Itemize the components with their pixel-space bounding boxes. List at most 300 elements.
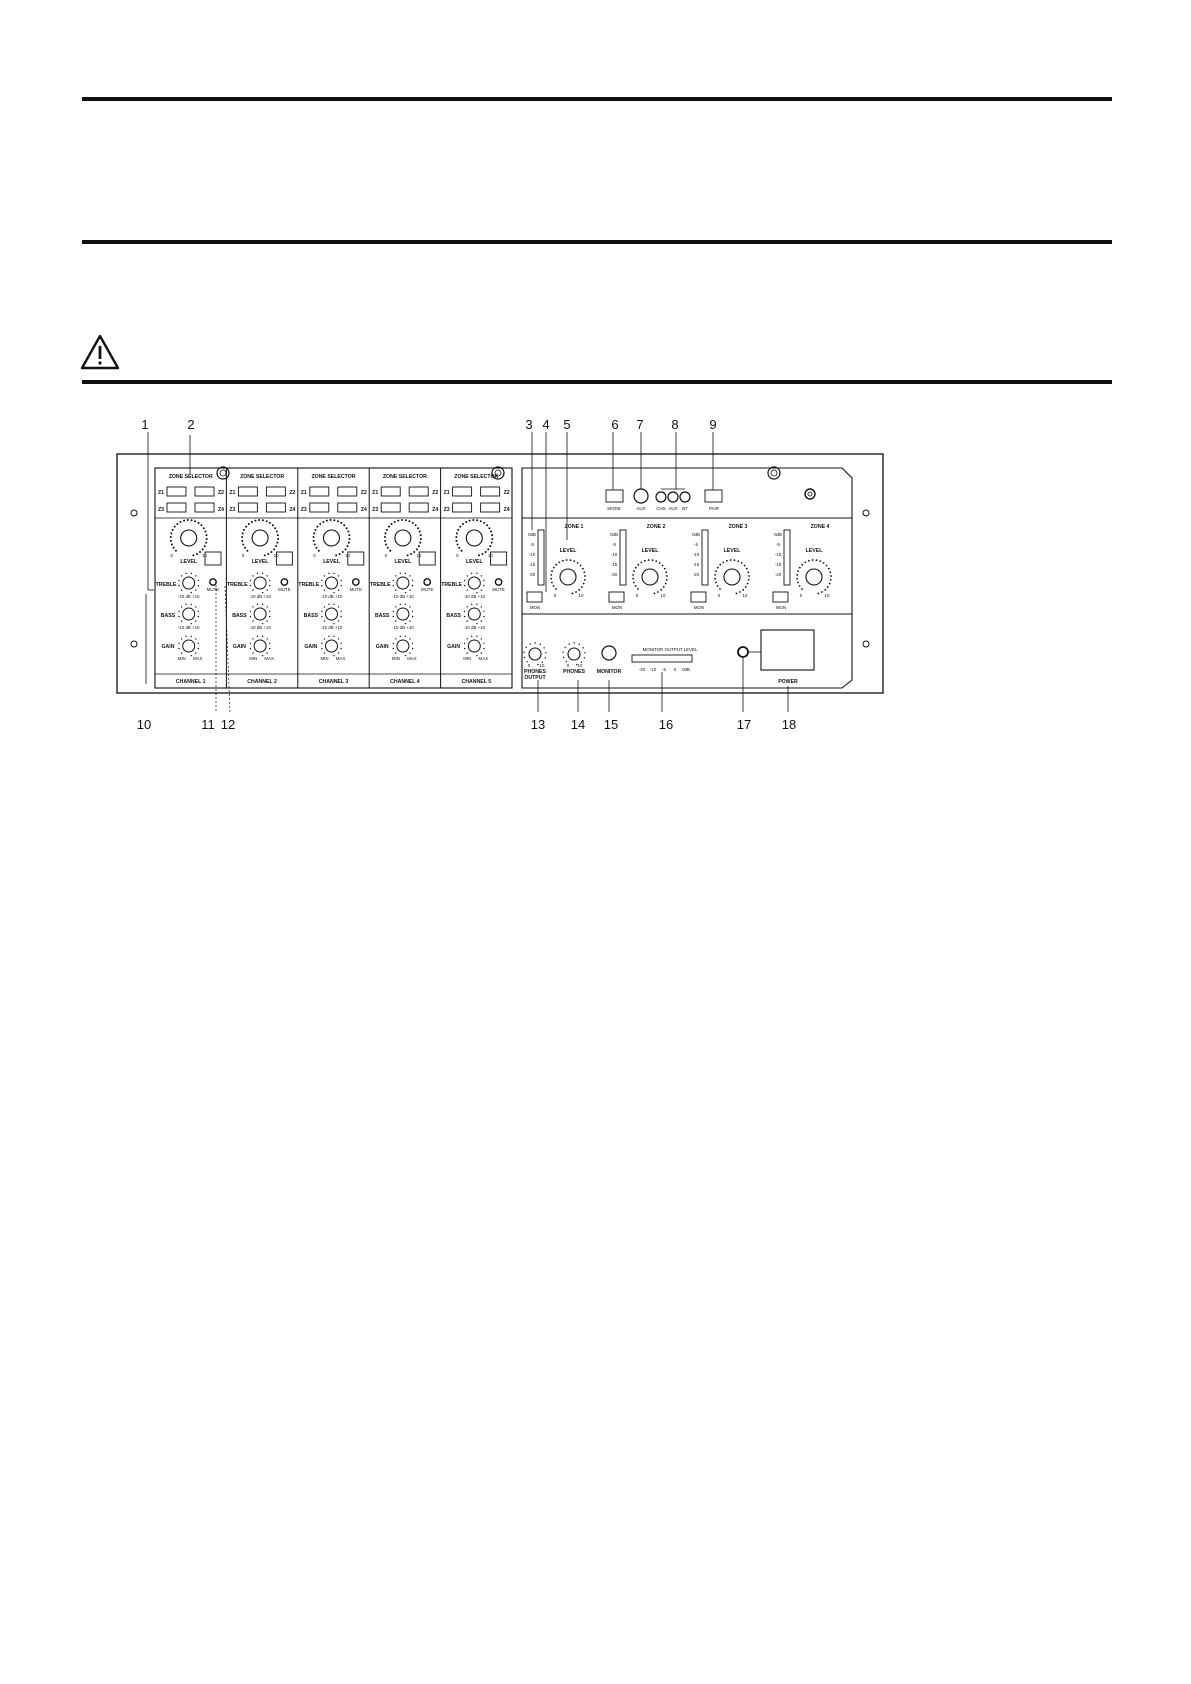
callout-number: 13 bbox=[530, 717, 546, 732]
zone-button-label: Z3 bbox=[372, 507, 379, 513]
gain-label: GAIN bbox=[161, 644, 175, 650]
level-scale-dot bbox=[176, 523, 178, 525]
bass-knob bbox=[397, 608, 409, 620]
zone-level-scale-dot bbox=[664, 568, 666, 570]
bass-scale-dot bbox=[393, 611, 394, 612]
level-scale-dot bbox=[315, 547, 317, 549]
monitor-output-meter bbox=[632, 655, 692, 662]
zone-level-scale-dot bbox=[575, 591, 577, 593]
level-scale-dot bbox=[348, 538, 350, 540]
gain-knob bbox=[183, 640, 195, 652]
callout-number: 11 bbox=[201, 717, 215, 732]
phones-scale-dot bbox=[582, 647, 583, 648]
treble-scale-dot bbox=[195, 589, 196, 590]
zone-level-scale-dot bbox=[824, 589, 826, 591]
zone-level-scale-dot bbox=[799, 585, 801, 587]
level-scale-dot bbox=[480, 520, 482, 522]
gain-label: GAIN bbox=[232, 644, 246, 650]
level-scale-dot bbox=[413, 551, 415, 553]
treble-scale-dot bbox=[340, 585, 341, 586]
bass-scale-dot bbox=[412, 616, 413, 617]
zone-button bbox=[195, 487, 214, 496]
level-scale-dot bbox=[456, 540, 458, 542]
gain-scale-dot bbox=[483, 643, 484, 644]
level-scale-dot bbox=[389, 550, 391, 552]
level-scale-dot bbox=[242, 532, 244, 534]
gain-scale-dot bbox=[471, 636, 472, 637]
gain-scale-dot bbox=[464, 648, 465, 649]
bass-scale-dot bbox=[195, 620, 196, 621]
zone-button-label: Z3 bbox=[157, 507, 165, 513]
meter-scale-label: -10 bbox=[692, 552, 700, 557]
level-scale-dot bbox=[242, 543, 244, 545]
zone-level-min-label: 0 bbox=[717, 593, 721, 598]
zone-button-label: Z1 bbox=[300, 490, 307, 496]
zone-level-label: LEVEL bbox=[805, 548, 823, 554]
level-max-label: 10 bbox=[345, 553, 350, 558]
mute-led bbox=[281, 579, 287, 585]
gain-scale-dot bbox=[333, 636, 334, 637]
zone-button bbox=[238, 487, 257, 496]
zone-level-scale-dot bbox=[744, 565, 746, 567]
level-scale-dot bbox=[270, 551, 272, 553]
level-scale-dot bbox=[330, 519, 332, 521]
mon-button bbox=[773, 592, 788, 602]
mute-led bbox=[495, 579, 501, 585]
gain-scale-dot bbox=[338, 638, 339, 639]
bass-scale-dot bbox=[405, 604, 406, 605]
zone-level-scale-dot bbox=[584, 579, 586, 581]
treble-scale-dot bbox=[262, 573, 263, 574]
level-scale-dot bbox=[348, 542, 350, 544]
level-scale-dot bbox=[277, 538, 279, 540]
level-scale-dot bbox=[456, 532, 458, 534]
monitor-scale-label: 0 bbox=[673, 667, 677, 672]
treble-scale-dot bbox=[181, 575, 182, 576]
level-scale-dot bbox=[192, 554, 194, 556]
bass-knob bbox=[254, 608, 266, 620]
treble-scale-label: -10 dB +10 bbox=[320, 594, 343, 599]
treble-scale-dot bbox=[481, 589, 482, 590]
treble-scale-dot bbox=[483, 585, 484, 586]
phones-output-max-label: 10 bbox=[539, 663, 545, 668]
gain-knob bbox=[254, 640, 266, 652]
treble-scale-dot bbox=[252, 575, 253, 576]
treble-scale-dot bbox=[266, 575, 267, 576]
mode-label: MODE bbox=[607, 506, 621, 511]
treble-scale-dot bbox=[476, 573, 477, 574]
level-min-label: 0 bbox=[241, 553, 245, 558]
phones-scale-dot bbox=[568, 643, 569, 644]
zone-level-scale-dot bbox=[819, 560, 821, 562]
level-scale-dot bbox=[205, 531, 207, 533]
gain-scale-dot bbox=[191, 636, 192, 637]
treble-scale-dot bbox=[321, 580, 322, 581]
treble-scale-dot bbox=[195, 575, 196, 576]
source-chs-label: CHS bbox=[656, 506, 666, 511]
zone-name-label: ZONE 2 bbox=[646, 524, 666, 530]
phones-label: PHONES bbox=[563, 669, 585, 675]
meter-scale-label: -20 bbox=[692, 572, 700, 577]
gain-scale-dot bbox=[395, 638, 396, 639]
level-scale-dot bbox=[384, 536, 386, 538]
zone-level-label: LEVEL bbox=[641, 548, 659, 554]
zone-button-label: Z3 bbox=[229, 507, 236, 513]
treble-scale-dot bbox=[409, 575, 410, 576]
zone-level-scale-dot bbox=[796, 574, 798, 576]
bass-scale-dot bbox=[250, 611, 251, 612]
level-scale-dot bbox=[241, 536, 243, 538]
zone-button-label: Z2 bbox=[432, 490, 439, 496]
level-knob bbox=[395, 530, 411, 546]
level-scale-dot bbox=[340, 522, 342, 524]
gain-scale-dot bbox=[393, 648, 394, 649]
bass-scale-dot bbox=[198, 616, 199, 617]
level-scale-dot bbox=[405, 519, 407, 521]
level-max-label: 10 bbox=[202, 553, 208, 558]
gain-scale-dot bbox=[476, 655, 477, 656]
zone-level-scale-dot bbox=[633, 582, 635, 584]
bass-scale-dot bbox=[471, 604, 472, 605]
bass-label: BASS bbox=[232, 613, 247, 619]
meter-scale-label: -15 bbox=[528, 562, 536, 567]
screw-icon bbox=[768, 467, 780, 479]
mon-button bbox=[691, 592, 706, 602]
phones-output-scale-dot bbox=[537, 664, 538, 665]
level-scale-dot bbox=[391, 523, 393, 525]
zone-level-scale-dot bbox=[796, 578, 798, 580]
zone-level-scale-dot bbox=[714, 574, 716, 576]
zone-button bbox=[453, 503, 472, 512]
treble-scale-dot bbox=[412, 580, 413, 581]
zone-selector-label: ZONE SELECTOR bbox=[168, 474, 213, 480]
gain-scale-dot bbox=[324, 638, 325, 639]
gain-scale-dot bbox=[467, 652, 468, 653]
gain-scale-dot bbox=[252, 652, 253, 653]
gain-scale-dot bbox=[409, 652, 410, 653]
gain-max-label: MAX bbox=[192, 656, 203, 661]
phones-output-scale-dot bbox=[524, 657, 525, 658]
bass-label: BASS bbox=[160, 613, 176, 619]
level-scale-dot bbox=[419, 531, 421, 533]
zone-level-scale-dot bbox=[571, 593, 573, 595]
bass-scale-dot bbox=[178, 616, 179, 617]
level-min-label: 0 bbox=[170, 553, 173, 558]
gain-scale-dot bbox=[252, 638, 253, 639]
level-scale-dot bbox=[277, 534, 279, 536]
level-scale-dot bbox=[246, 550, 248, 552]
level-scale-dot bbox=[174, 526, 176, 528]
gain-scale-dot bbox=[476, 636, 477, 637]
zone-button-label: Z4 bbox=[360, 507, 367, 513]
treble-scale-dot bbox=[185, 573, 186, 574]
treble-scale-dot bbox=[409, 589, 410, 590]
zone-selector-label: ZONE SELECTOR bbox=[382, 474, 427, 480]
level-scale-dot bbox=[318, 550, 320, 552]
bass-scale-dot bbox=[464, 616, 465, 617]
bass-scale-label: -10 dB +10 bbox=[177, 625, 200, 630]
bass-knob bbox=[468, 608, 480, 620]
level-scale-dot bbox=[384, 540, 386, 542]
phones-output-knob bbox=[529, 648, 541, 660]
treble-scale-dot bbox=[412, 585, 413, 586]
gain-scale-dot bbox=[178, 648, 179, 649]
meter-scale-label: -20 bbox=[610, 572, 618, 577]
bass-scale-dot bbox=[338, 620, 339, 621]
gain-scale-dot bbox=[257, 636, 258, 637]
level-meter bbox=[784, 530, 790, 585]
zone-level-scale-dot bbox=[665, 571, 667, 573]
rack-hole bbox=[863, 510, 869, 516]
gain-max-label: MAX bbox=[407, 656, 417, 661]
meter-scale-label: -10 bbox=[774, 552, 782, 557]
input-jack bbox=[805, 489, 815, 499]
gain-scale-dot bbox=[409, 638, 410, 639]
zone-level-scale-dot bbox=[812, 559, 814, 561]
source-bt-label: BT bbox=[682, 506, 688, 511]
level-scale-dot bbox=[276, 542, 278, 544]
zone-level-scale-dot bbox=[830, 579, 832, 581]
level-scale-dot bbox=[491, 534, 493, 536]
power-label: POWER bbox=[778, 679, 798, 685]
level-scale-dot bbox=[491, 542, 493, 544]
level-knob bbox=[252, 530, 268, 546]
zone-level-min-label: 0 bbox=[553, 593, 557, 598]
phones-max-label: 10 bbox=[577, 663, 583, 668]
treble-knob bbox=[397, 577, 409, 589]
meter-scale-label: -10 bbox=[528, 552, 536, 557]
mute-label: MUTE bbox=[206, 587, 220, 592]
callout-number: 10 bbox=[136, 717, 152, 732]
treble-scale-dot bbox=[198, 585, 199, 586]
mute-button bbox=[273, 552, 292, 565]
level-scale-dot bbox=[248, 523, 250, 525]
meter-scale-label: -5 bbox=[776, 542, 780, 547]
treble-scale-dot bbox=[467, 575, 468, 576]
level-scale-dot bbox=[170, 540, 172, 542]
treble-scale-dot bbox=[467, 589, 468, 590]
zone-button-label: Z4 bbox=[503, 507, 510, 513]
bass-scale-dot bbox=[321, 616, 322, 617]
zone-level-scale-dot bbox=[829, 571, 831, 573]
gain-scale-dot bbox=[340, 643, 341, 644]
level-scale-dot bbox=[407, 554, 409, 556]
bass-scale-dot bbox=[483, 611, 484, 612]
screw-icon bbox=[217, 467, 229, 479]
gain-scale-dot bbox=[266, 638, 267, 639]
meter-scale-label: 0dB bbox=[774, 532, 782, 537]
zone-level-label: LEVEL bbox=[723, 548, 741, 554]
gain-scale-dot bbox=[412, 648, 413, 649]
zone-level-scale-dot bbox=[719, 588, 721, 590]
zone-level-scale-dot bbox=[655, 560, 657, 562]
source-led-chs bbox=[656, 492, 666, 502]
level-label: LEVEL bbox=[180, 559, 198, 565]
zone-button-label: Z2 bbox=[360, 490, 367, 496]
gain-min-label: MIN bbox=[320, 656, 329, 661]
zone-level-scale-dot bbox=[665, 583, 667, 585]
callout-number: 14 bbox=[570, 717, 586, 732]
zone-level-scale-dot bbox=[797, 582, 799, 584]
zone-level-scale-dot bbox=[828, 568, 830, 570]
phones-scale-dot bbox=[579, 644, 580, 645]
level-scale-dot bbox=[254, 520, 256, 522]
level-scale-dot bbox=[333, 519, 335, 521]
gain-scale-dot bbox=[262, 636, 263, 637]
meter-scale-label: -15 bbox=[692, 562, 700, 567]
level-scale-dot bbox=[200, 524, 202, 526]
phones-scale-dot bbox=[574, 642, 575, 643]
zone-level-scale-dot bbox=[717, 567, 719, 569]
gain-scale-dot bbox=[405, 655, 406, 656]
callout-number: 12 bbox=[220, 717, 236, 732]
gain-scale-dot bbox=[250, 648, 251, 649]
gain-scale-dot bbox=[400, 636, 401, 637]
channel-name-label: CHANNEL 2 bbox=[247, 679, 277, 685]
bass-scale-dot bbox=[395, 606, 396, 607]
level-scale-dot bbox=[264, 554, 266, 556]
zone-level-scale-dot bbox=[550, 574, 552, 576]
level-scale-dot bbox=[251, 521, 253, 523]
gain-scale-dot bbox=[405, 636, 406, 637]
zone-level-scale-dot bbox=[583, 583, 585, 585]
zone-level-scale-dot bbox=[657, 591, 659, 593]
phones-output-scale-dot bbox=[525, 647, 526, 648]
zone-level-scale-dot bbox=[558, 561, 560, 563]
level-scale-dot bbox=[203, 527, 205, 529]
meter-scale-label: -15 bbox=[774, 562, 782, 567]
callout-number: 9 bbox=[709, 417, 717, 432]
bass-scale-dot bbox=[195, 606, 196, 607]
bass-scale-dot bbox=[324, 606, 325, 607]
bass-scale-dot bbox=[321, 611, 322, 612]
level-scale-dot bbox=[191, 519, 193, 521]
level-scale-dot bbox=[420, 534, 422, 536]
level-scale-dot bbox=[269, 522, 271, 524]
level-scale-dot bbox=[314, 529, 316, 531]
bass-scale-dot bbox=[257, 604, 258, 605]
level-scale-dot bbox=[205, 534, 207, 536]
phones-output-min-label: 0 bbox=[527, 663, 531, 668]
zone-level-scale-dot bbox=[632, 574, 634, 576]
level-scale-dot bbox=[385, 532, 387, 534]
gain-scale-dot bbox=[464, 643, 465, 644]
level-knob bbox=[324, 530, 340, 546]
treble-knob bbox=[326, 577, 338, 589]
zone-level-scale-dot bbox=[584, 575, 586, 577]
callout-number: 5 bbox=[563, 417, 571, 432]
level-scale-dot bbox=[472, 519, 474, 521]
zone-level-scale-dot bbox=[801, 588, 803, 590]
gain-scale-dot bbox=[340, 648, 341, 649]
zone-level-scale-dot bbox=[799, 567, 801, 569]
gain-scale-dot bbox=[328, 636, 329, 637]
callout-number: 15 bbox=[603, 717, 619, 732]
treble-scale-dot bbox=[250, 585, 251, 586]
gain-min-label: MIN bbox=[249, 656, 258, 661]
zone-level-scale-dot bbox=[662, 565, 664, 567]
level-scale-dot bbox=[343, 524, 345, 526]
zone-level-scale-dot bbox=[742, 589, 744, 591]
zone-level-scale-dot bbox=[633, 570, 635, 572]
level-scale-dot bbox=[418, 545, 420, 547]
channel-name-label: CHANNEL 4 bbox=[390, 679, 420, 685]
zone-level-scale-dot bbox=[632, 578, 634, 580]
level-scale-dot bbox=[458, 547, 460, 549]
treble-scale-label: -10 dB +10 bbox=[392, 594, 414, 599]
meter-scale-label: 0dB bbox=[692, 532, 700, 537]
zone-level-knob bbox=[642, 569, 658, 585]
level-min-label: 0 bbox=[456, 553, 459, 558]
zone-level-scale-dot bbox=[737, 560, 739, 562]
level-scale-dot bbox=[273, 548, 275, 550]
treble-scale-dot bbox=[191, 573, 192, 574]
zone-level-scale-dot bbox=[823, 562, 825, 564]
level-scale-dot bbox=[335, 554, 337, 556]
treble-scale-dot bbox=[483, 580, 484, 581]
level-scale-dot bbox=[187, 519, 189, 521]
bass-scale-dot bbox=[266, 620, 267, 621]
callout-number: 1 bbox=[141, 417, 149, 432]
level-scale-dot bbox=[243, 529, 245, 531]
level-scale-dot bbox=[476, 519, 478, 521]
bass-scale-dot bbox=[262, 604, 263, 605]
level-scale-dot bbox=[465, 521, 467, 523]
zone-button bbox=[310, 487, 329, 496]
zone-level-scale-dot bbox=[644, 560, 646, 562]
bass-scale-dot bbox=[252, 606, 253, 607]
zone-level-scale-dot bbox=[827, 586, 829, 588]
level-scale-dot bbox=[275, 545, 277, 547]
zone-level-scale-dot bbox=[583, 571, 585, 573]
channel-name-label: CHANNEL 5 bbox=[461, 679, 492, 685]
aux-jack bbox=[634, 489, 648, 503]
bass-scale-dot bbox=[395, 620, 396, 621]
zone-level-scale-dot bbox=[715, 582, 717, 584]
treble-scale-dot bbox=[198, 580, 199, 581]
zone-level-min-label: 0 bbox=[635, 593, 639, 598]
panel-controls bbox=[131, 417, 869, 732]
level-scale-dot bbox=[386, 529, 388, 531]
treble-label: TREBLE bbox=[227, 582, 248, 588]
meter-scale-label: -20 bbox=[528, 572, 536, 577]
bass-scale-dot bbox=[340, 611, 341, 612]
bass-scale-dot bbox=[269, 611, 270, 612]
mute-button bbox=[419, 552, 435, 565]
level-scale-dot bbox=[205, 542, 207, 544]
zone-button-label: Z4 bbox=[432, 507, 439, 513]
bass-scale-dot bbox=[191, 604, 192, 605]
treble-scale-dot bbox=[181, 589, 182, 590]
zone-button bbox=[409, 503, 428, 512]
zone-name-label: ZONE 4 bbox=[810, 524, 830, 530]
zone-button-label: Z1 bbox=[157, 490, 165, 496]
gain-scale-dot bbox=[321, 643, 322, 644]
level-scale-dot bbox=[387, 547, 389, 549]
level-label: LEVEL bbox=[251, 559, 269, 565]
gain-label: GAIN bbox=[304, 644, 318, 650]
zone-level-knob bbox=[806, 569, 822, 585]
rack-hole bbox=[131, 641, 137, 647]
gain-min-label: MIN bbox=[177, 656, 186, 661]
phones-output-label: PHONES bbox=[524, 669, 546, 675]
level-scale-dot bbox=[326, 520, 328, 522]
zone-button bbox=[266, 487, 285, 496]
bass-scale-dot bbox=[250, 616, 251, 617]
gain-scale-dot bbox=[195, 638, 196, 639]
level-scale-dot bbox=[461, 550, 463, 552]
mute-led bbox=[210, 579, 216, 585]
